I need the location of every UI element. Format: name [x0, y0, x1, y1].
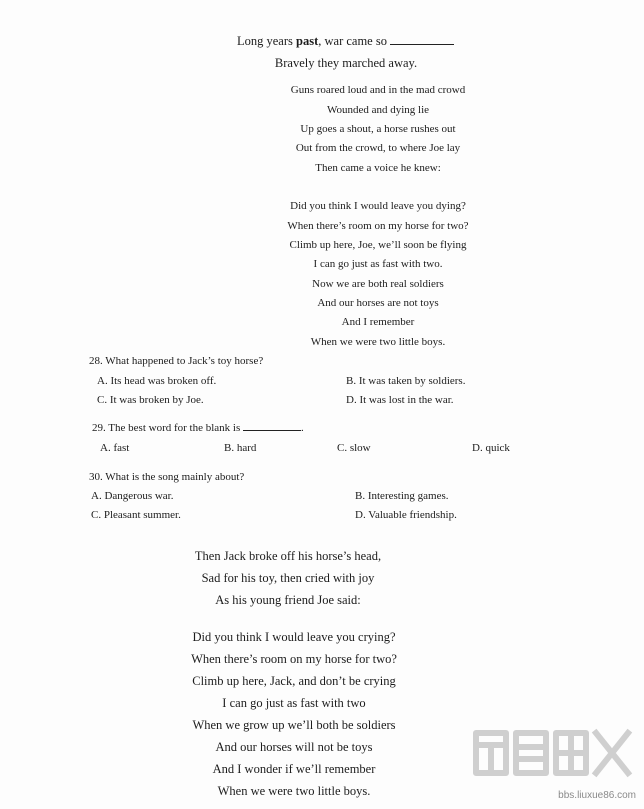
poem-line: Wounded and dying lie: [326, 104, 430, 116]
poem-line: Out from the crowd, to where Joe lay: [295, 142, 461, 154]
question-29-option-c: C. slow: [337, 442, 371, 454]
question-30-option-b: B. Interesting games.: [355, 490, 449, 502]
poem-line-bravely: Bravely they marched away.: [274, 56, 418, 70]
poem-line: Up goes a shout, a horse rushes out: [300, 123, 456, 135]
poem-line: Climb up here, Jack, and don’t be crying: [192, 674, 396, 688]
question-28-option-c: C. It was broken by Joe.: [97, 394, 204, 406]
answer-blank: [243, 429, 301, 431]
answer-blank: [390, 43, 454, 45]
poem-line: And I remember: [341, 316, 415, 328]
watermark: [468, 723, 638, 803]
poem-line: Did you think I would leave you crying?: [192, 630, 396, 644]
question-29-option-a: A. fast: [100, 442, 130, 454]
poem-line: When there’s room on my horse for two?: [287, 220, 469, 232]
poem-line: Now we are both real soldiers: [312, 278, 444, 290]
question-29-option-b: B. hard: [224, 442, 257, 454]
poem-line: Climb up here, Joe, we’ll soon be flying: [289, 239, 467, 251]
poem-line: When we were two little boys.: [310, 336, 446, 348]
poem-line: And our horses will not be toys: [215, 740, 373, 754]
poem-line: Then Jack broke off his horse’s head,: [194, 549, 382, 563]
poem-line: Then came a voice he knew:: [315, 162, 441, 174]
question-30-stem: 30. What is the song mainly about?: [89, 471, 245, 483]
poem-line: Guns roared loud and in the mad crowd: [290, 84, 466, 96]
poem-line: When we were two little boys.: [217, 784, 371, 798]
liuxue-community-logo-icon: [468, 723, 638, 787]
poem-line: As his young friend Joe said:: [215, 593, 361, 607]
watermark-url: bbs.liuxue86.com: [558, 790, 636, 801]
poem-line: I can go just as fast with two: [222, 696, 366, 710]
question-28-option-a: A. Its head was broken off.: [97, 375, 217, 387]
question-30-option-a: A. Dangerous war.: [91, 490, 174, 502]
poem-line-long-years: Long years past, war came so: [237, 34, 454, 49]
poem-line: When there’s room on my horse for two?: [191, 652, 397, 666]
question-30-option-d: D. Valuable friendship.: [355, 509, 457, 521]
poem-line: Did you think I would leave you dying?: [290, 200, 466, 212]
question-29-stem: 29. The best word for the blank is .: [92, 422, 304, 434]
poem-line: Sad for his toy, then cried with joy: [201, 571, 375, 585]
question-30-option-c: C. Pleasant summer.: [91, 509, 181, 521]
poem-line: When we grow up we’ll both be soldiers: [192, 718, 396, 732]
poem-line: And our horses are not toys: [317, 297, 439, 309]
question-28-stem: 28. What happened to Jack’s toy horse?: [89, 355, 264, 367]
poem-line: And I wonder if we’ll remember: [212, 762, 376, 776]
question-28-option-b: B. It was taken by soldiers.: [346, 375, 466, 387]
poem-line: I can go just as fast with two.: [313, 258, 443, 270]
question-29-option-d: D. quick: [472, 442, 510, 454]
question-28-option-d: D. It was lost in the war.: [346, 394, 454, 406]
